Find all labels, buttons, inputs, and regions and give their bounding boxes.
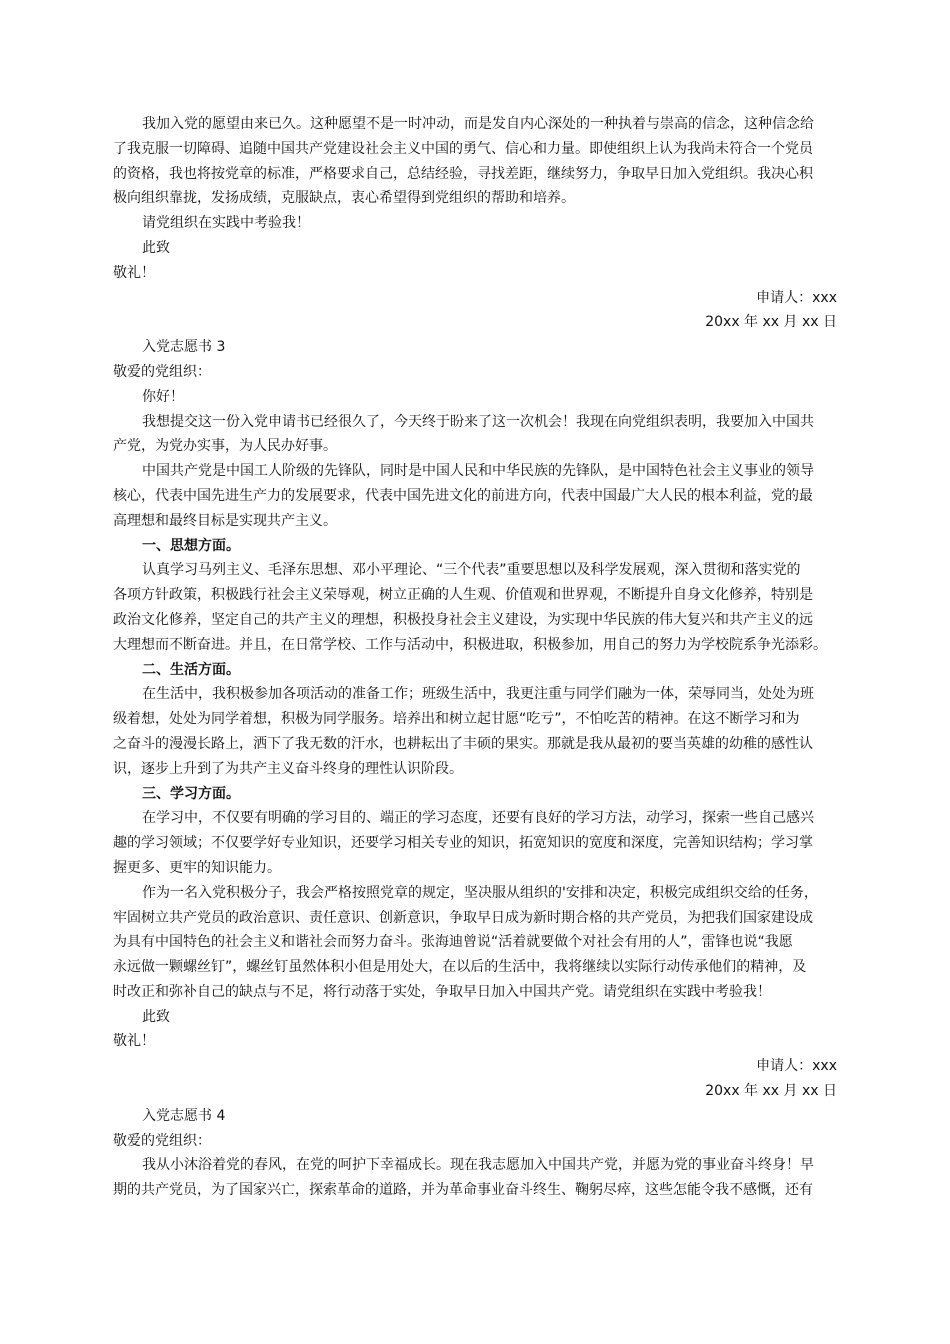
paragraph-line: 在生活中，我积极参加各项活动的准备工作；班级生活中，我更注重与同学们融为一体，荣辱同当，处处为班 <box>142 686 814 703</box>
applicant-signature: 申请人：xxx <box>756 1058 837 1075</box>
salutation: 敬爱的党组织： <box>113 363 211 380</box>
paragraph-line: 之奋斗的漫漫长路上，洒下了我无数的汗水，也耕耘出了丰硕的果实。那就是我从最初的要当英雄的幼稚的感性认 <box>113 735 813 752</box>
paragraph-line: 高理想和最终目标是实现共产主义。 <box>113 512 337 529</box>
paragraph-line: 期的共产党员，为了国家兴亡，探索革命的道路，并为革命事业奋斗终生、鞠躬尽瘁，这些怎能令我不感慨，还有 <box>113 1182 813 1199</box>
paragraph-line: 认真学习马列主义、毛泽东思想、邓小平理论、“三个代表”重要思想以及科学发展观，深入贯彻和落实党的 <box>142 562 801 579</box>
paragraph-line: 在学习中，不仅要有明确的学习目的、端正的学习态度，还要有良好的学习方法，动学习，探索一些自己感兴 <box>142 810 814 827</box>
subheading-life: 二、生活方面。 <box>142 661 240 678</box>
paragraph-line: 产党，为党办实事，为人民办好事。 <box>113 438 337 455</box>
greeting: 你好！ <box>142 388 184 405</box>
cizhi-line: 此致 <box>142 1008 170 1025</box>
paragraph <box>113 558 837 657</box>
signature-date: 20xx 年 xx 月 xx 日 <box>705 314 837 331</box>
paragraph <box>113 682 837 781</box>
jingli-line: 敬礼！ <box>113 264 155 281</box>
paragraph-line: 中国共产党是中国工人阶级的先锋队，同时是中国人民和中华民族的先锋队，是中国特色社会主义事业的领导 <box>142 463 814 480</box>
paragraph-line: 永远做一颗螺丝钉”，螺丝钉虽然体积小但是用处大，在以后的生活中，我将继续以实际行动传承他们的精神，及 <box>113 959 807 976</box>
paragraph-line: 为具有中国特色的社会主义和谐社会而努力奋斗。张海迪曾说“活着就要做个对社会有用的人”，雷锋也说“我愿 <box>113 934 793 951</box>
subheading-thought: 一、思想方面。 <box>142 537 240 554</box>
paragraph-line: 我从小沐浴着党的春风，在党的呵护下幸福成长。现在我志愿加入中国共产党，并愿为党的事业奋斗终身！早 <box>142 1157 814 1174</box>
subheading-study: 三、学习方面。 <box>142 785 240 802</box>
paragraph-line: 极向组织靠拢，发扬成绩，克服缺点，衷心希望得到党组织的帮助和培养。 <box>113 190 575 207</box>
paragraph-line: 政治文化修养，坚定自己的共产主义的理想，积极投身社会主义建设，为实现中华民族的伟大复兴和共产主义的远 <box>113 611 813 628</box>
paragraph <box>113 1153 837 1203</box>
jingli-line: 敬礼！ <box>113 1033 155 1050</box>
paragraph <box>113 881 837 1005</box>
paragraph <box>113 410 837 460</box>
document-page <box>113 112 837 1203</box>
paragraph-line: 时改正和弥补自己的缺点与不足，将行动落于实处，争取早日加入中国共产党。请党组织在实践中考验我！ <box>113 983 771 1000</box>
paragraph-line: 牢固树立共产党员的政治意识、责任意识、创新意识，争取早日成为新时期合格的共产党员，为把我们国家建设成 <box>113 909 813 926</box>
paragraph-line: 识，逐步上升到了为共产主义奋斗终身的理性认识阶段。 <box>113 760 463 777</box>
paragraph-line: 各项方针政策，积极践行社会主义荣辱观，树立正确的人生观、价值观和世界观，不断提升自身文化修养，特别是 <box>113 587 813 604</box>
paragraph-line: 我想提交这一份入党申请书已经很久了，今天终于盼来了这一次机会！我现在向党组织表明，我要加入中国共 <box>142 413 814 430</box>
paragraph-line: 核心，代表中国先进生产力的发展要求，代表中国先进文化的前进方向，代表中国最广大人民的根本利益，党的最 <box>113 487 813 504</box>
paragraph-line: 作为一名入党积极分子，我会严格按照党章的规定，坚决服从组织的'安排和决定，积极完成组织交给的任务， <box>142 884 818 901</box>
paragraph <box>113 806 837 880</box>
applicant-signature: 申请人：xxx <box>756 289 837 306</box>
paragraph <box>113 459 837 533</box>
salutation: 敬爱的党组织： <box>113 1132 211 1149</box>
section2-paragraph <box>113 112 837 211</box>
section-title: 入党志愿书 4 <box>142 1107 226 1124</box>
paragraph-line: 级着想，处处为同学着想，积极为同学服务。培养出和树立起甘愿“吃亏”，不怕吃苦的精神。在这不断学习和为 <box>113 711 800 728</box>
cizhi-line: 此致 <box>142 239 170 256</box>
paragraph-line: 的资格，我也将按党章的标准，严格要求自己，总结经验，寻找差距，继续努力，争取早日加入党组织。我决心积 <box>113 165 813 182</box>
paragraph-line: 我加入党的愿望由来已久。这种愿望不是一时冲动，而是发自内心深处的一种执着与崇高的信念，这种信念给 <box>142 116 814 132</box>
paragraph-line: 握更多、更牢的知识能力。 <box>113 859 281 876</box>
signature-date: 20xx 年 xx 月 xx 日 <box>705 1083 837 1100</box>
section-title: 入党志愿书 3 <box>142 339 226 356</box>
paragraph-line: 了我克服一切障碍、追随中国共产党建设社会主义中国的勇气、信心和力量。即使组织上认为我尚未符合一个党员 <box>113 140 813 157</box>
paragraph-line: 趣的学习领域；不仅要学好专业知识，还要学习相关专业的知识，拓宽知识的宽度和深度，完善知识结构；学习掌 <box>113 835 813 852</box>
paragraph-line: 大理想而不断奋进。并且，在日常学校、工作与活动中，积极进取，积极参加，用自己的努力为学校院系争光添彩。 <box>113 636 827 653</box>
request-line: 请党组织在实践中考验我！ <box>142 215 310 232</box>
